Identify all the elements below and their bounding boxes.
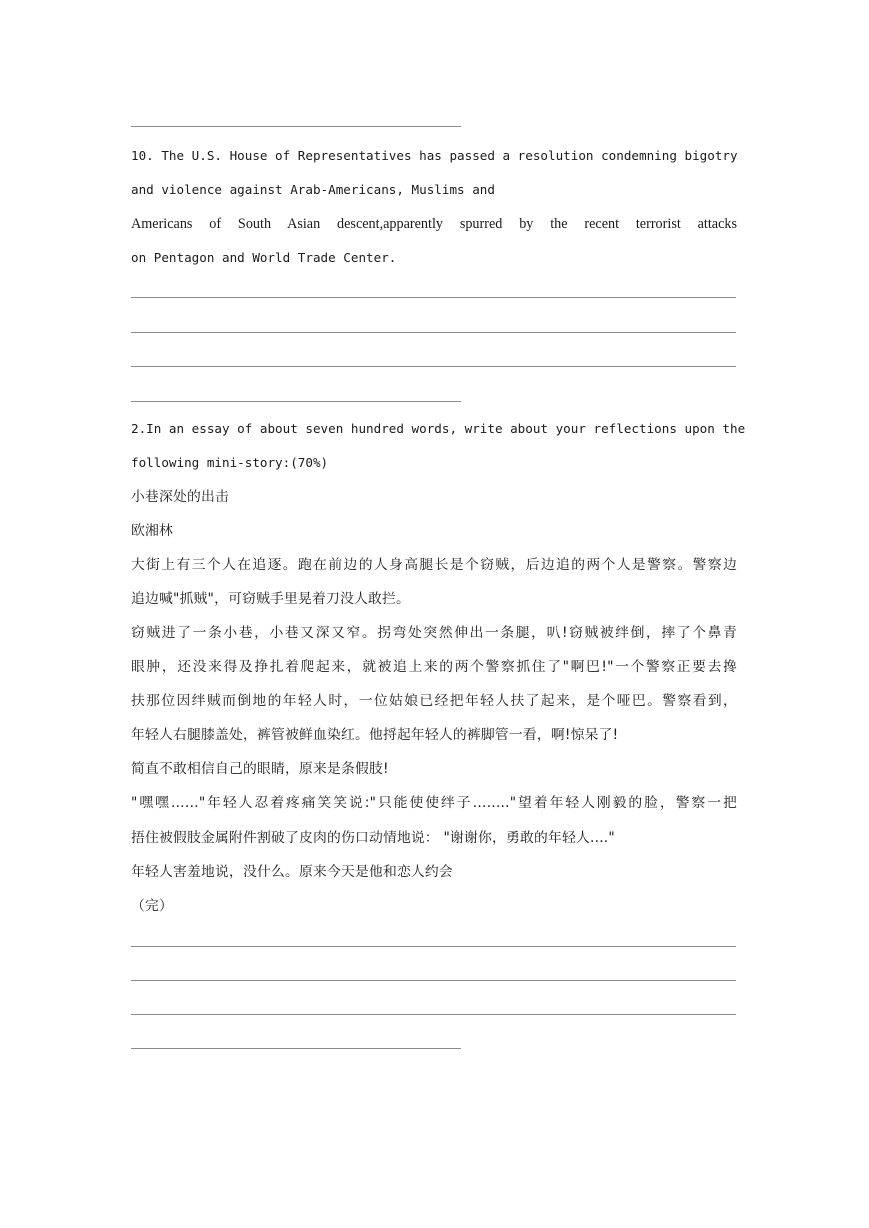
answer-line[interactable] [131, 297, 736, 298]
story-line: 年轻人害羞地说，没什么。原来今天是他和恋人约会 [131, 864, 453, 880]
essay-prompt-line-1: 2.In an essay of about seven hundred words, write about your reflections upon the [131, 421, 746, 436]
answer-line[interactable] [131, 946, 736, 947]
question-10-line-3: Americans of South Asian descent,apparently spurred by the recent terrorist attacks [131, 216, 737, 232]
story-line: 大街上有三个人在追逐。跑在前边的人身高腿长是个窃贼，后边追的两个人是警察。警察边 [131, 557, 737, 573]
answer-line[interactable] [131, 126, 461, 127]
story-line: 窃贼进了一条小巷，小巷又深又窄。拐弯处突然伸出一条腿，叭!窃贼被绊倒，摔了个鼻青 [131, 625, 737, 641]
answer-line[interactable] [131, 332, 736, 333]
answer-line[interactable] [131, 1014, 736, 1015]
story-line: 捂住被假肢金属附件割破了皮肉的伤口动情地说： "谢谢你，勇敢的年轻人...." [131, 830, 615, 846]
question-10-line-1: 10. The U.S. House of Representatives has passed a resolution condemning bigotry [131, 148, 738, 163]
story-end-mark: （完） [131, 898, 173, 914]
story-line: 扶那位因绊贼而倒地的年轻人时，一位姑娘已经把年轻人扶了起来，是个哑巴。警察看到， [131, 693, 737, 709]
answer-line[interactable] [131, 980, 736, 981]
question-10-line-2: and violence against Arab-Americans, Muslims and [131, 182, 495, 197]
answer-line[interactable] [131, 366, 736, 367]
story-line: 追边喊"抓贼"，可窃贼手里晃着刀没人敢拦。 [131, 591, 411, 607]
story-line: 年轻人右腿膝盖处，裤管被鲜血染红。他捋起年轻人的裤脚管一看，啊!惊呆了! [131, 727, 619, 743]
story-line: "嘿嘿……"年轻人忍着疼痛笑笑说:"只能使使绊子…….."望着年轻人刚毅的脸，警察一把 [131, 795, 737, 811]
question-10-line-4: on Pentagon and World Trade Center. [131, 250, 397, 265]
story-line: 眼肿，还没来得及挣扎着爬起来，就被追上来的两个警察抓住了"啊巴!"一个警察正要去搀 [131, 659, 737, 675]
essay-prompt-line-2: following mini-story:(70%) [131, 455, 329, 470]
answer-line[interactable] [131, 401, 461, 402]
story-line: 简直不敢相信自己的眼睛，原来是条假肢! [131, 761, 389, 777]
story-author: 欧湘林 [131, 523, 173, 539]
answer-line[interactable] [131, 1048, 461, 1049]
story-title: 小巷深处的出击 [131, 489, 229, 505]
